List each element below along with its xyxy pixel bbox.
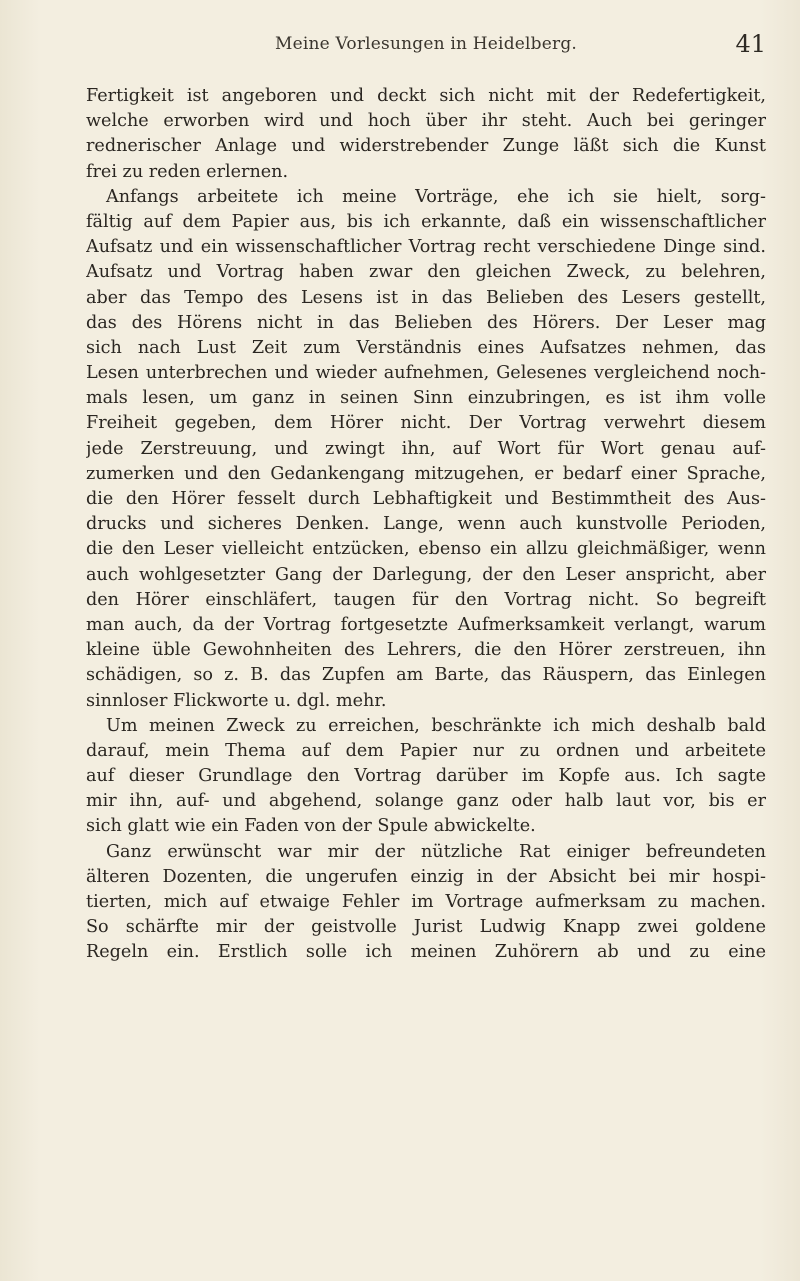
text-line: mir ihn, auf- und abgehend, solange ganz oder halb laut vor, bis er [86, 791, 766, 812]
text-line: auch wohlgesetzter Gang der Darlegung, der den Leser anspricht, aber [86, 564, 766, 585]
text-line: sich glatt wie ein Faden von der Spule abwickelte. [86, 816, 536, 837]
text-line: den Hörer einschläfert, taugen für den Vortrag nicht. So begreift [86, 589, 766, 610]
text-line: Regeln ein. Erstlich solle ich meinen Zuhörern ab und zu eine [86, 942, 766, 963]
text-line: das des Hörens nicht in das Belieben des Hörers. Der Leser mag [86, 312, 766, 333]
text-line: Aufsatz und ein wissenschaftlicher Vortrag recht verschiedene Dinge sind. [86, 237, 766, 258]
text-line: kleine üble Gewohnheiten des Lehrers, die den Hörer zerstreuen, ihn [86, 640, 766, 661]
text-line: man auch, da der Vortrag fortgesetzte Aufmerksamkeit verlangt, warum [86, 614, 766, 635]
text-line: tierten, mich auf etwaige Fehler im Vortrage aufmerksam zu machen. [86, 892, 766, 912]
page-number: 41 [735, 30, 766, 58]
text-line: frei zu reden erlernen. [86, 161, 289, 182]
text-line: die den Hörer fesselt durch Lebhaftigkeit und Bestimmtheit des Aus- [86, 489, 766, 509]
text-line: die den Leser vielleicht entzücken, ebenso ein allzu gleichmäßiger, wenn [86, 539, 766, 560]
text-line: jede Zerstreuung, und zwingt ihn, auf Wort für Wort genau auf- [86, 438, 766, 459]
text-line: So schärfte mir der geistvolle Jurist Ludwig Knapp zwei goldene [86, 917, 766, 938]
text-line: Fertigkeit ist angeboren und deckt sich nicht mit der Redefertigkeit, [86, 86, 766, 106]
body-text [86, 84, 766, 1244]
text-line: aber das Tempo des Lesens ist in das Belieben des Lesers gestellt, [86, 287, 766, 308]
text-line: schädigen, so z. B. das Zupfen am Barte, das Räuspern, das Einlegen [86, 665, 766, 686]
text-line: Aufsatz und Vortrag haben zwar den gleichen Zweck, zu belehren, [86, 262, 766, 283]
text-line: älteren Dozenten, die ungerufen einzig in der Absicht bei mir hospi- [86, 866, 766, 887]
text-line: Lesen unterbrechen und wieder aufnehmen, Gelesenes vergleichend noch- [86, 363, 766, 384]
running-title: Meine Vorlesungen in Heidelberg. [274, 34, 578, 54]
text-line: darauf, mein Thema auf dem Papier nur zu ordnen und arbeitete [86, 740, 766, 761]
text-line: Anfangs arbeitete ich meine Vorträge, ehe ich sie hielt, sorg- [106, 186, 766, 207]
text-line: fältig auf dem Papier aus, bis ich erkannte, daß ein wissenschaftlicher [86, 211, 766, 232]
text-line: Um meinen Zweck zu erreichen, beschränkte ich mich deshalb bald [106, 715, 766, 736]
text-line: welche erworben wird und hoch über ihr steht. Auch bei geringer [86, 111, 766, 132]
text-line: Ganz erwünscht war mir der nützliche Rat einiger befreundeten [106, 841, 766, 862]
running-head [86, 30, 766, 60]
text-line: zumerken und den Gedankengang mitzugehen, er bedarf einer Sprache, [86, 463, 766, 484]
text-line: Freiheit gegeben, dem Hörer nicht. Der Vortrag verwehrt diesem [86, 413, 766, 434]
text-line: rednerischer Anlage und widerstrebender Zunge läßt sich die Kunst [86, 136, 766, 157]
text-line: mals lesen, um ganz in seinen Sinn einzubringen, es ist ihm volle [86, 388, 766, 409]
text-line: sinnloser Flickworte u. dgl. mehr. [86, 690, 387, 711]
text-line: sich nach Lust Zeit zum Verständnis eines Aufsatzes nehmen, das [86, 337, 766, 358]
text-line: auf dieser Grundlage den Vortrag darüber im Kopfe aus. Ich sagte [86, 766, 766, 787]
text-line: drucks und sicheres Denken. Lange, wenn auch kunstvolle Perioden, [86, 514, 766, 535]
